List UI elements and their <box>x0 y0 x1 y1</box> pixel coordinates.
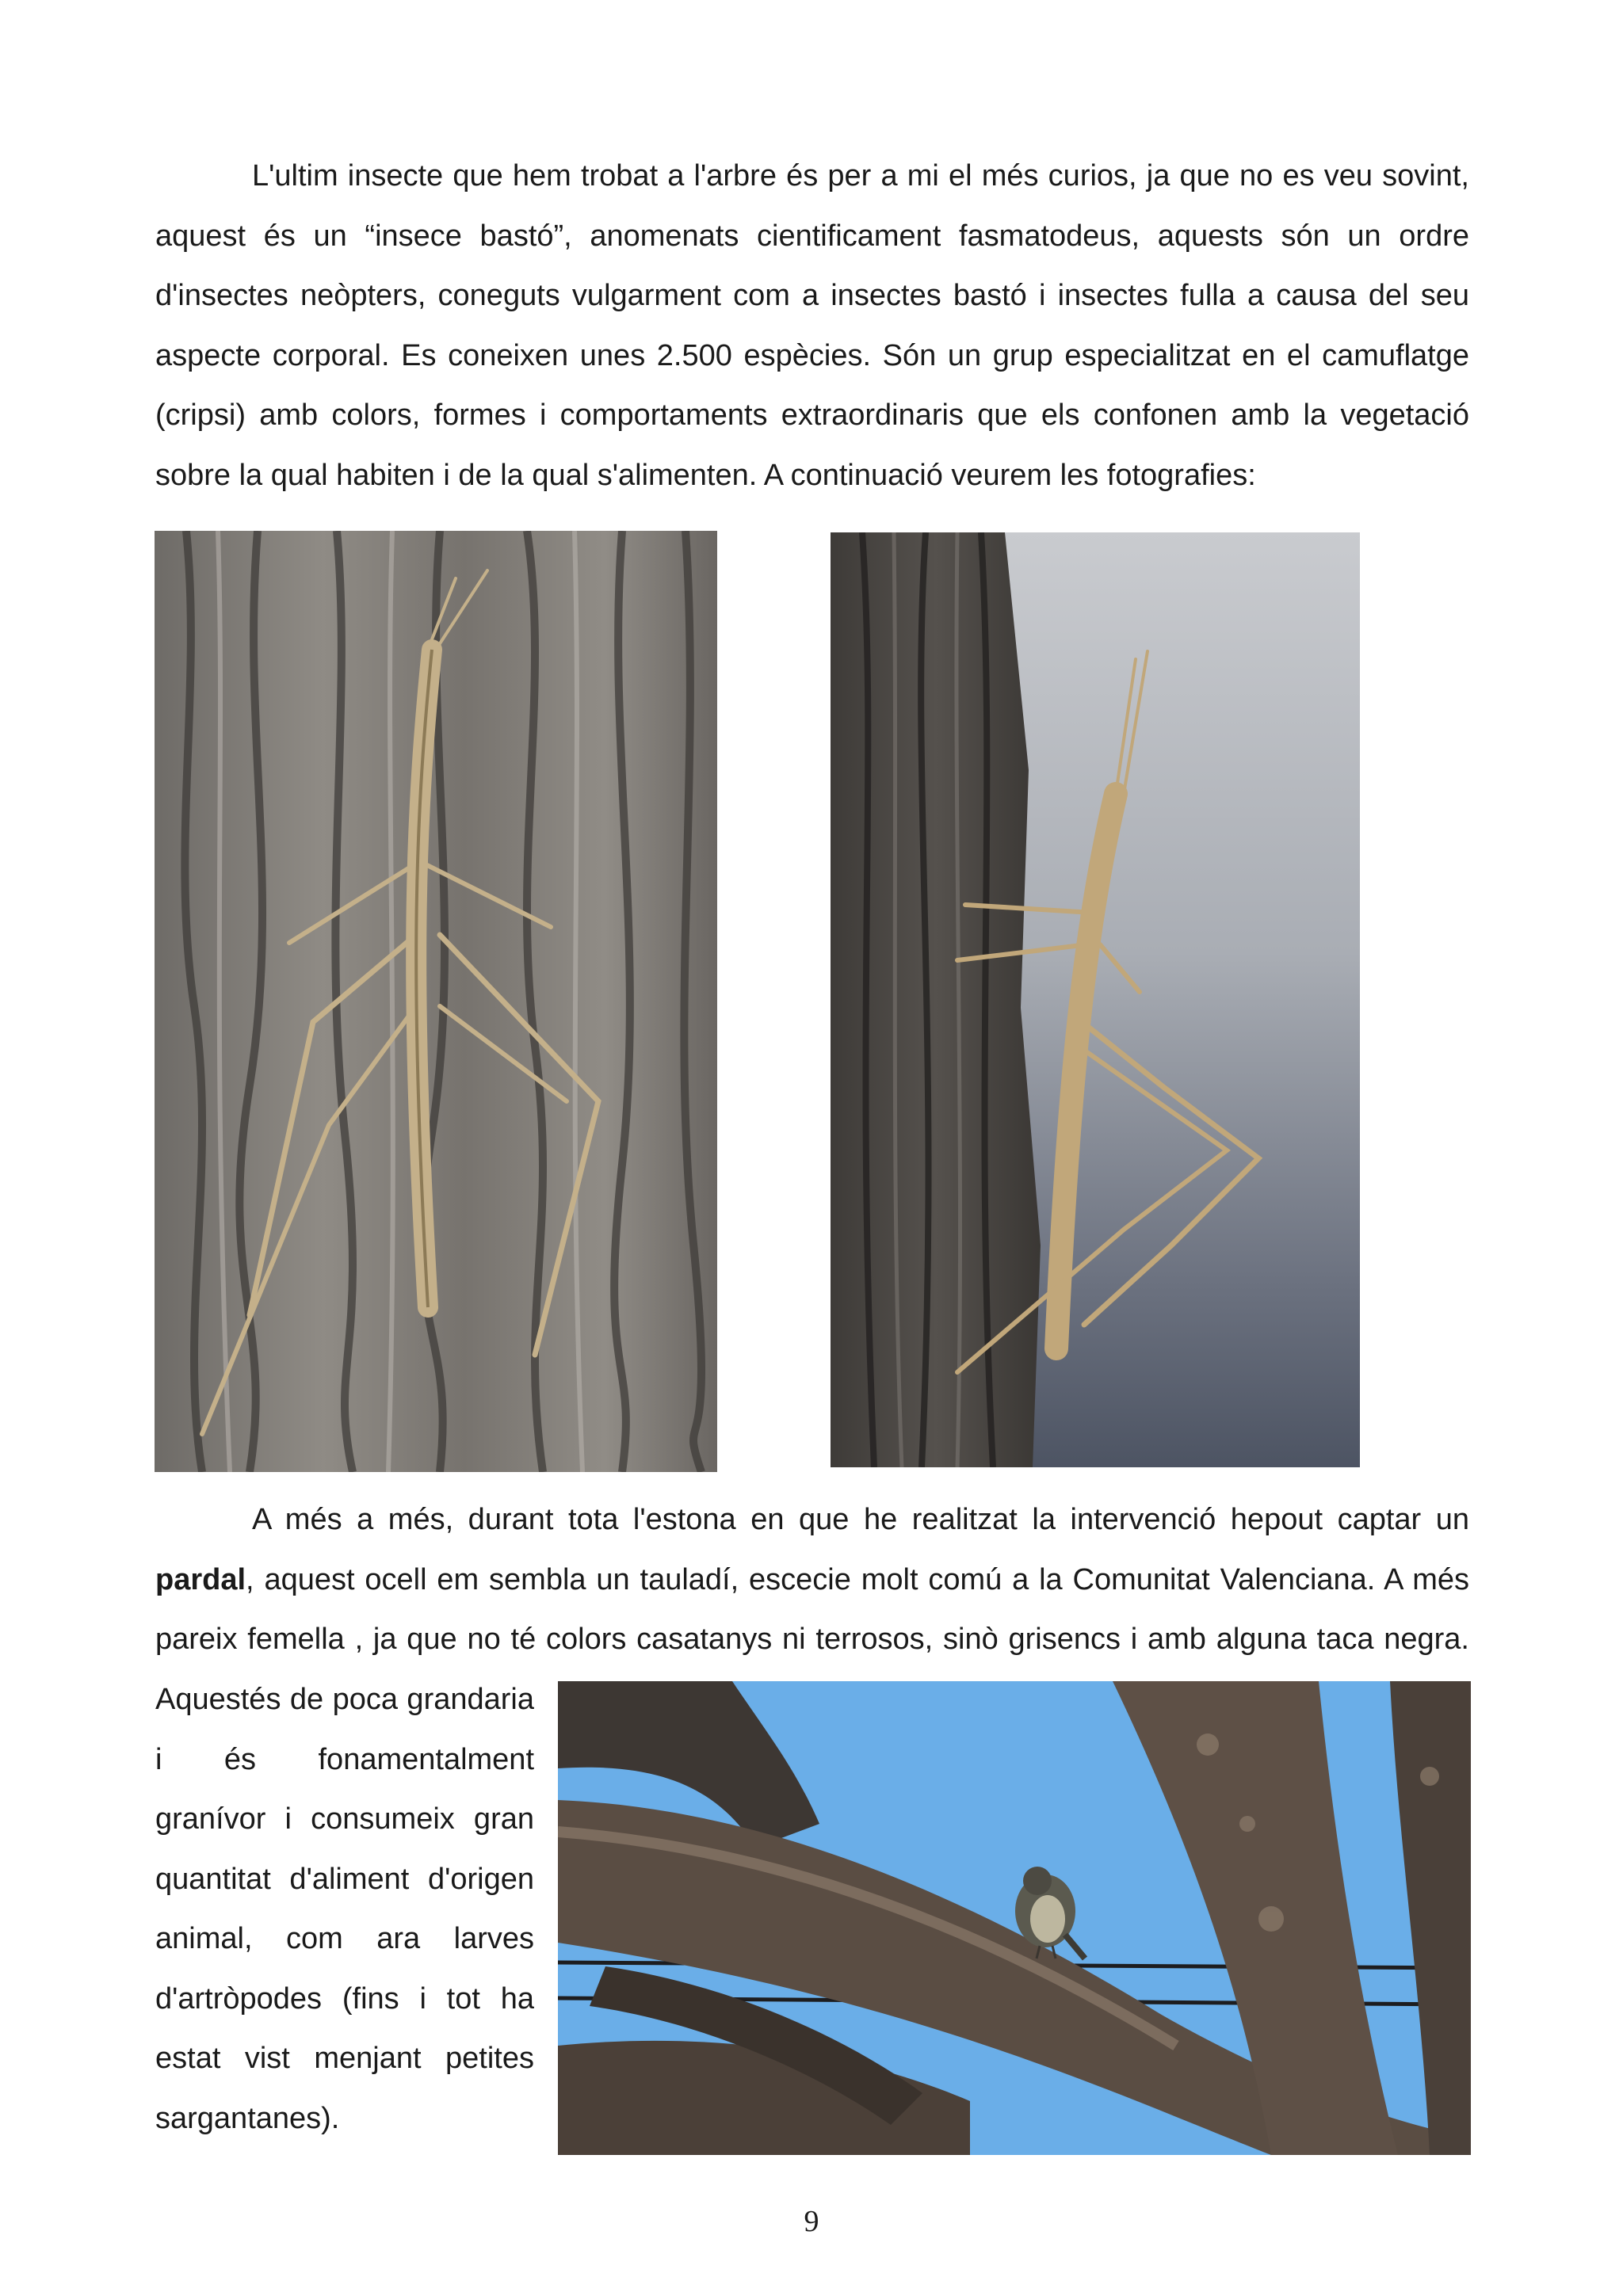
text-line: aquest és un “insece bastó”, anomenats cientificament fasmatodeus, aquests són un ordre <box>155 219 1469 253</box>
sparrow-photo <box>558 1681 1471 2155</box>
text-line <box>155 1550 1469 1611</box>
text-line: granívor i consumeix gran <box>155 1802 534 1836</box>
text-line: sobre la qual habiten i de la qual s'alimenten. A continuació veurem les fotografies: <box>155 458 1256 492</box>
paragraph-stick-insect <box>155 147 1469 505</box>
paragraph-sparrow <box>155 1490 1469 1670</box>
text-line: L'ultim insecte que hem trobat a l'arbre és per a mi el més curios, ja que no es veu sovint, <box>252 159 1469 193</box>
text-line: animal, com ara larves <box>155 1922 534 1955</box>
text-line: d'insectes neòpters, coneguts vulgarment com a insectes bastó i insectes fulla a causa del seu <box>155 279 1469 312</box>
text-line: pareix femella , ja que no té colors casatanys ni terrosos, sinò grisencs i amb alguna taca negra. <box>155 1623 1469 1656</box>
side-paragraph-sparrow <box>155 1670 534 2149</box>
text-line: i és fonamentalment <box>155 1742 534 1776</box>
stick-insect-photo-profile <box>831 532 1360 1467</box>
stick-insect-photo-front <box>155 531 717 1472</box>
text-line: estat vist menjant petites <box>155 2042 534 2075</box>
text-line: d'artròpodes (fins i tot ha <box>155 1981 534 2016</box>
text-span: , aquest ocell em sembla un tauladí, escecie molt comú a la Comunitat Valenciana. A més <box>246 1562 1469 1596</box>
page-number: 9 <box>804 2205 819 2238</box>
text-line: (cripsi) amb colors, formes i comportaments extraordinaris que els confonen amb la vegetació <box>155 399 1469 432</box>
text-line: A més a més, durant tota l'estona en que he realitzat la intervenció hepout captar un <box>252 1503 1469 1536</box>
bold-word-pardal: pardal <box>155 1562 246 1596</box>
text-line: sargantanes). <box>155 2101 340 2135</box>
text-line: Aquestés de poca grandaria <box>155 1683 534 1716</box>
text-line: quantitat d'aliment d'origen <box>155 1862 534 1896</box>
text-line: aspecte corporal. Es coneixen unes 2.500 espècies. Són un grup especialitzat en el camuflatge <box>155 338 1469 372</box>
